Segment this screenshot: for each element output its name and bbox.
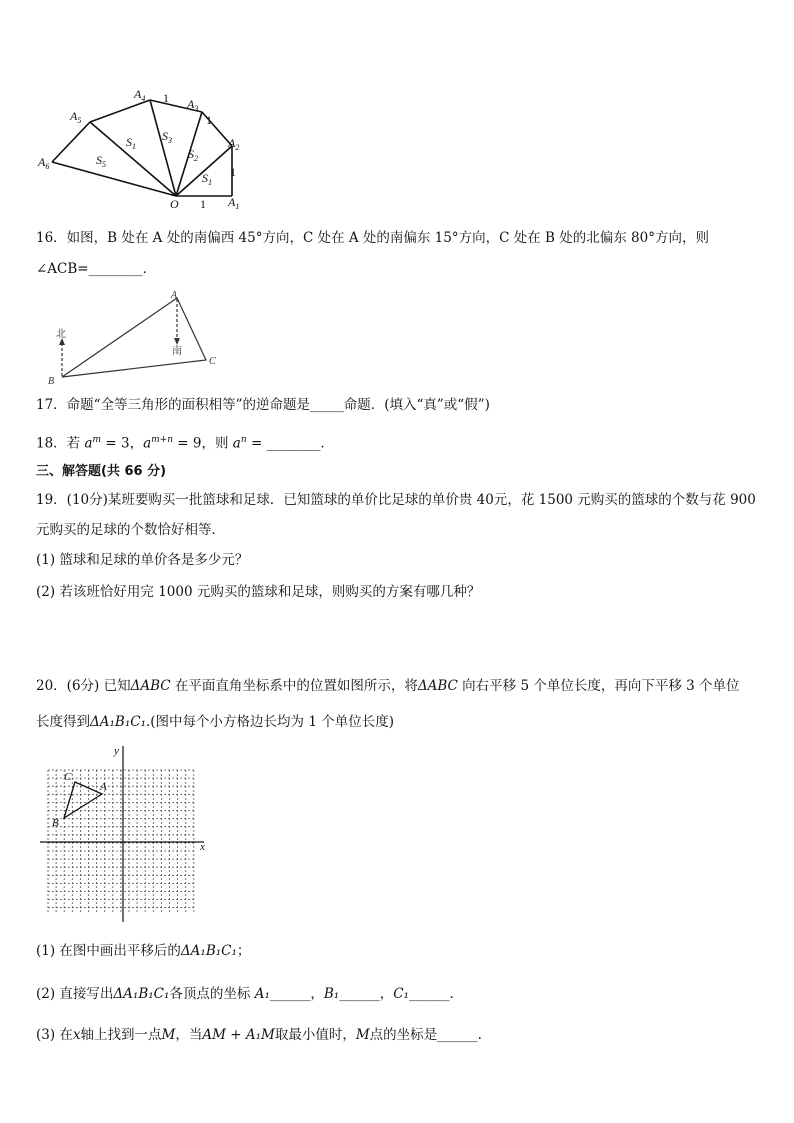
label-s3: $S_3$ — [162, 129, 172, 145]
q18-eq2: = 9，则 — [173, 435, 233, 452]
label-a: A — [171, 290, 178, 301]
q20-tri-a1b1c1: ΔA₁B₁C₁ — [90, 714, 146, 730]
q18-eq1: = 3， — [101, 435, 144, 452]
q20-sub1-b: ； — [236, 943, 251, 959]
q20-sub3-m2: M — [355, 1027, 370, 1043]
q20-sub1-tri: ΔA₁B₁C₁ — [180, 943, 237, 959]
q20-sub2 — [36, 985, 454, 1003]
label-a5: $A_5$ — [70, 109, 82, 125]
q20-sub3-e: 点的坐标是______. — [369, 1027, 482, 1043]
label-s1-lower: $S_1$ — [202, 171, 212, 187]
q20-sub2-e: ______. — [408, 986, 454, 1002]
south-arrow-icon — [174, 338, 180, 345]
q20-line1-b: 在平面直角坐标系中的位置如图所示，将 — [170, 678, 418, 694]
q20-sub2-c: ______， — [269, 986, 324, 1002]
q20-sub2-c1: C₁ — [393, 986, 409, 1002]
q17-text: 17．命题“全等三角形的面积相等”的逆命题是_____命题．(填入“真”或“假”) — [36, 397, 490, 413]
q19-line1: 19．(10分)某班要购买一批篮球和足球．已知篮球的单价比足球的单价贵 40元，花 1500 元购买的篮球的个数与花 900 — [36, 492, 756, 508]
q18-a3: a — [232, 435, 241, 452]
edge-a4-a5 — [90, 100, 150, 122]
q19-sub2: (2) 若该班恰好用完 1000 元购买的篮球和足球，则购买的方案有哪几种？ — [36, 584, 481, 600]
label-a1: $A_1$ — [228, 195, 240, 211]
q18-a: a — [84, 435, 93, 452]
q19-sub1: (1) 篮球和足球的单价各是多少元？ — [36, 552, 249, 568]
label-c: C — [209, 356, 216, 367]
q20-sub2-tri: ΔA₁B₁C₁ — [113, 986, 170, 1002]
label-a4: $A_4$ — [134, 87, 146, 103]
q20-sub3-a: (3) 在 — [36, 1027, 73, 1043]
q20-sub3-b: 轴上找到一点 — [80, 1027, 162, 1043]
point-a-label: A — [100, 781, 107, 793]
q16-line2: ∠ACB=________． — [36, 261, 157, 277]
q20-line1-c: 向右平移 5 个单位长度，再向下平移 3 个单位 — [457, 678, 740, 694]
q20-tri-abc-2: ΔABC — [417, 678, 458, 694]
label-o: O — [170, 197, 179, 211]
q20-sub2-d: ______， — [339, 986, 394, 1002]
q20-coordinate-grid — [40, 742, 216, 926]
q20-line1-a: 20．(6分) 已知 — [36, 678, 131, 694]
label-s2: $S_2$ — [188, 147, 198, 163]
q20-sub2-b: 各顶点的坐标 — [169, 986, 255, 1002]
label-south: 南 — [172, 346, 182, 357]
point-c-label: C — [64, 771, 72, 783]
label-length-a3: 1 — [206, 113, 212, 127]
label-s1-upper: $S_1$ — [126, 135, 136, 151]
q20-line2-b: .(图中每个小方格边长均为 1 个单位长度) — [145, 714, 394, 730]
label-s5: $S_5$ — [96, 153, 106, 169]
q20-sub3-x: x — [72, 1027, 81, 1043]
point-b-label: B — [52, 817, 59, 829]
q16-direction-figure — [44, 290, 224, 386]
axis-x-label: x — [200, 841, 205, 853]
q18-exp-n: n — [240, 435, 247, 445]
q18-text — [36, 431, 334, 453]
q20-sub2-a1: A₁ — [254, 986, 270, 1002]
q20-sub3-m: M — [161, 1027, 176, 1043]
q20-line1 — [36, 677, 740, 695]
label-a3: $A_3$ — [187, 97, 199, 113]
triangle-abc — [62, 298, 206, 377]
q20-sub2-b1: B₁ — [323, 986, 340, 1002]
q18-exp-mn: m+n — [151, 435, 174, 445]
q20-line2-a: 长度得到 — [36, 714, 90, 730]
q20-sub1 — [36, 942, 250, 960]
label-a2: $A_2$ — [228, 136, 240, 152]
section3-title: 三、解答题(共 66 分) — [36, 464, 167, 479]
label-a6: $A_6$ — [38, 155, 50, 171]
q20-sub3-expr: AM + A₁M — [202, 1027, 275, 1043]
q20-line2 — [36, 713, 394, 731]
q20-tri-abc: ΔABC — [130, 678, 171, 694]
q18-a2: a — [143, 435, 152, 452]
q16-line1: 16．如图，B 处在 A 处的南偏西 45°方向，C 处在 A 处的南偏东 15°方向，C 处在 B 处的北偏东 80°方向，则 — [36, 230, 709, 246]
q18-prefix: 18．若 — [36, 435, 85, 452]
q19-line2: 元购买的足球的个数恰好相等． — [36, 522, 225, 538]
label-b: B — [48, 376, 55, 386]
label-length-bottom: 1 — [200, 197, 206, 211]
edge-a5-a6 — [52, 122, 90, 162]
fan-triangles-figure — [30, 84, 260, 214]
q20-sub2-a: (2) 直接写出 — [36, 986, 114, 1002]
axis-y-label: y — [114, 745, 119, 757]
label-north: 北 — [56, 329, 66, 340]
label-length-right: 1 — [230, 165, 236, 179]
label-length-top: 1 — [163, 91, 169, 105]
q20-sub3-c: ，当 — [175, 1027, 203, 1043]
q20-sub3-d: 取最小值时， — [274, 1027, 356, 1043]
q20-sub1-a: (1) 在图中画出平移后的 — [36, 943, 181, 959]
edge-o-a4 — [150, 100, 176, 196]
q18-eq3: = ________． — [246, 435, 335, 452]
q20-sub3 — [36, 1026, 482, 1044]
q18-exp-m: m — [92, 435, 102, 445]
